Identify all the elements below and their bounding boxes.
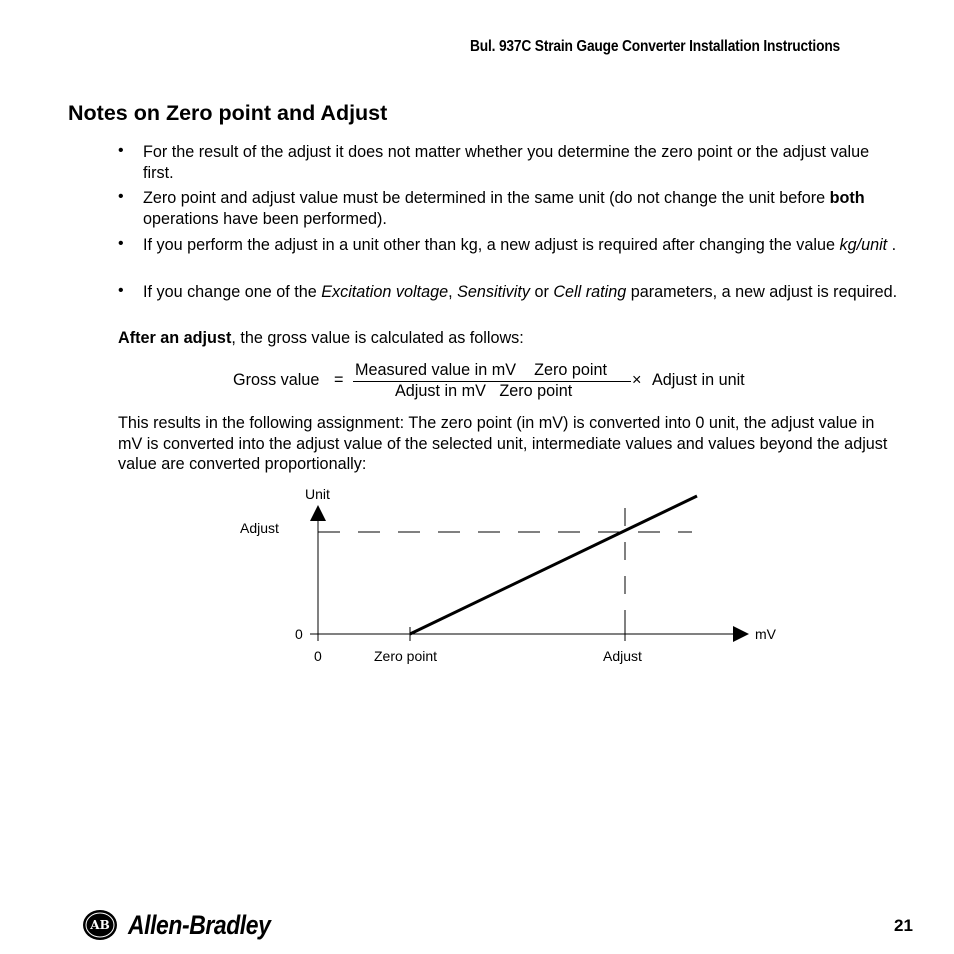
x-zero-point-label: Zero point bbox=[374, 648, 438, 664]
bullet-4-text-a: If you change one of the bbox=[143, 283, 322, 301]
bullet-4-italic-b: Sensitivity bbox=[457, 283, 530, 301]
bullet-3-italic: kg/unit bbox=[839, 236, 888, 254]
bullet-4-text-d: parameters, a new adjust is required. bbox=[626, 283, 898, 301]
denominator-zero-point: Zero point bbox=[499, 382, 573, 400]
assignment-paragraph: This results in the following assignment: The zero point (in mV) is converted into 0 unit, the adjust value in mV is converted into the adjust value of the selected unit, intermediate values and values beyond the adjust value are converted proportionally: bbox=[118, 414, 888, 473]
after-adjust-bold: After an adjust bbox=[118, 329, 232, 347]
formula-factor: Adjust in unit bbox=[652, 371, 745, 389]
x-axis-label: mV bbox=[755, 626, 776, 642]
ab-logo-text: AB bbox=[90, 918, 110, 932]
denominator-adjust: Adjust in mV bbox=[395, 382, 486, 400]
ab-logo-icon bbox=[82, 909, 118, 941]
x-adjust-label: Adjust bbox=[603, 648, 642, 664]
section-title: Notes on Zero point and Adjust bbox=[68, 101, 388, 125]
x-axis-arrow bbox=[733, 626, 749, 642]
y-zero-label: 0 bbox=[295, 626, 303, 642]
bullet-2-text-b: operations have been performed). bbox=[143, 209, 387, 228]
brand-wordmark: Allen-Bradley bbox=[128, 910, 271, 940]
conversion-line bbox=[410, 496, 697, 634]
bullet-3-text-b: . bbox=[887, 236, 897, 254]
bullet-marker: • bbox=[118, 235, 124, 252]
bullet-2-bold: both bbox=[829, 189, 865, 207]
y-axis-label: Unit bbox=[305, 486, 330, 502]
bullet-marker: • bbox=[118, 282, 124, 299]
y-adjust-label: Adjust bbox=[240, 520, 279, 536]
formula-equals: = bbox=[334, 371, 344, 389]
y-axis-arrow bbox=[310, 505, 326, 521]
bullet-2-text-a: Zero point and adjust value must be determined in the same unit (do not change the unit before bbox=[143, 189, 830, 207]
bullet-marker: • bbox=[118, 142, 124, 159]
bullet-1-text: For the result of the adjust it does not matter whether you determine the zero point or the adjust value first. bbox=[143, 143, 870, 182]
x-zero-label: 0 bbox=[314, 648, 322, 664]
after-adjust-rest: , the gross value is calculated as follows: bbox=[231, 329, 524, 347]
bullet-4-text-c: or bbox=[529, 283, 554, 301]
bullet-4-text-b: , bbox=[448, 283, 458, 301]
times-symbol: × bbox=[632, 371, 642, 389]
bullet-3-text-a: If you perform the adjust in a unit other than kg, a new adjust is required after changing the value bbox=[143, 236, 840, 254]
numerator-zero-point: Zero point bbox=[534, 361, 607, 379]
bullet-4-italic-c: Cell rating bbox=[553, 283, 627, 301]
numerator-measured: Measured value in mV bbox=[355, 361, 517, 379]
page-number: 21 bbox=[894, 916, 913, 935]
running-header: Bul. 937C Strain Gauge Converter Installation Instructions bbox=[470, 38, 841, 55]
bullet-marker: • bbox=[118, 188, 124, 205]
bullet-4-italic-a: Excitation voltage bbox=[321, 283, 449, 301]
formula-label: Gross value bbox=[233, 371, 320, 389]
